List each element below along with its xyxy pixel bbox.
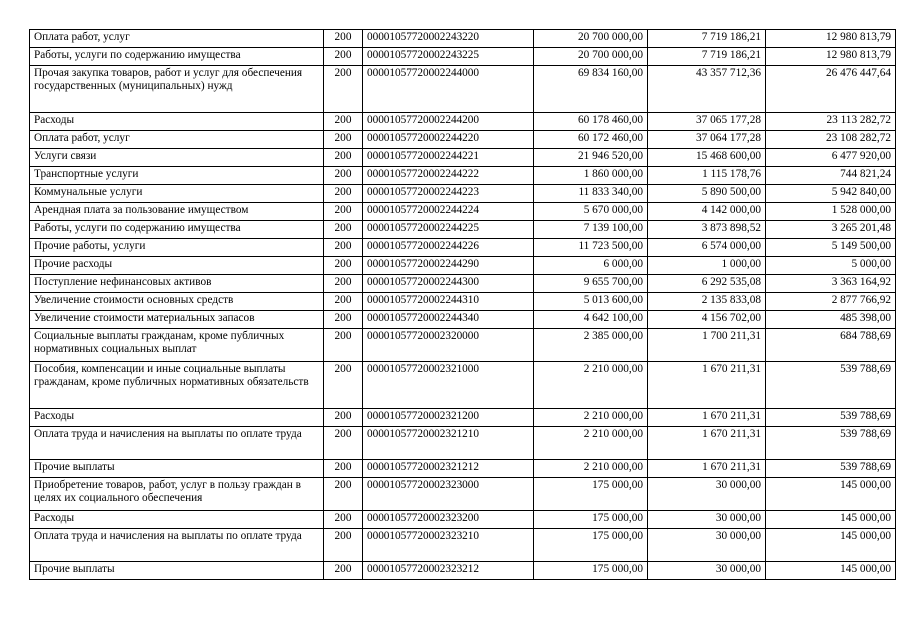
row-name: Прочие работы, услуги [30,239,324,257]
row-executed: 43 357 712,36 [648,66,766,113]
table-row [30,362,896,409]
row-approved: 4 642 100,00 [534,311,648,329]
row-approved: 9 655 700,00 [534,275,648,293]
row-executed: 30 000,00 [648,529,766,562]
row-executed: 30 000,00 [648,478,766,511]
row-approved: 2 385 000,00 [534,329,648,362]
row-remaining: 539 788,69 [766,427,896,460]
row-kbk: 00001057720002243220 [363,30,534,48]
table-row [30,529,896,562]
row-kbk: 00001057720002321212 [363,460,534,478]
row-approved: 2 210 000,00 [534,460,648,478]
row-remaining: 539 788,69 [766,362,896,409]
row-approved: 11 833 340,00 [534,185,648,203]
row-executed: 3 873 898,52 [648,221,766,239]
row-name: Коммунальные услуги [30,185,324,203]
table-row [30,113,896,131]
budget-execution-table [29,29,896,580]
table-row [30,48,896,66]
row-remaining: 145 000,00 [766,511,896,529]
row-remaining: 6 477 920,00 [766,149,896,167]
table-row [30,131,896,149]
row-kbk: 00001057720002244310 [363,293,534,311]
row-code: 200 [324,30,363,48]
row-kbk: 00001057720002321200 [363,409,534,427]
row-executed: 2 135 833,08 [648,293,766,311]
row-code: 200 [324,562,363,580]
row-kbk: 00001057720002244225 [363,221,534,239]
row-approved: 175 000,00 [534,478,648,511]
row-kbk: 00001057720002321210 [363,427,534,460]
row-name: Приобретение товаров, работ, услуг в пользу граждан в целях их социального обеспечения [30,478,324,511]
table-row [30,239,896,257]
row-approved: 1 860 000,00 [534,167,648,185]
row-code: 200 [324,66,363,113]
row-remaining: 684 788,69 [766,329,896,362]
row-code: 200 [324,409,363,427]
table-row [30,167,896,185]
row-kbk: 00001057720002244226 [363,239,534,257]
table-body [30,30,896,580]
table-row [30,185,896,203]
row-executed: 4 156 702,00 [648,311,766,329]
row-kbk: 00001057720002243225 [363,48,534,66]
row-kbk: 00001057720002321000 [363,362,534,409]
table-row [30,293,896,311]
row-name: Оплата труда и начисления на выплаты по оплате труда [30,529,324,562]
row-executed: 15 468 600,00 [648,149,766,167]
row-approved: 6 000,00 [534,257,648,275]
row-name: Увеличение стоимости основных средств [30,293,324,311]
row-approved: 175 000,00 [534,562,648,580]
row-code: 200 [324,362,363,409]
row-remaining: 5 942 840,00 [766,185,896,203]
row-executed: 1 670 211,31 [648,460,766,478]
row-code: 200 [324,113,363,131]
row-approved: 2 210 000,00 [534,362,648,409]
row-code: 200 [324,427,363,460]
row-approved: 2 210 000,00 [534,427,648,460]
table-row [30,460,896,478]
row-kbk: 00001057720002244300 [363,275,534,293]
row-name: Поступление нефинансовых активов [30,275,324,293]
row-approved: 175 000,00 [534,529,648,562]
row-executed: 5 890 500,00 [648,185,766,203]
row-name: Арендная плата за пользование имуществом [30,203,324,221]
row-code: 200 [324,149,363,167]
row-approved: 175 000,00 [534,511,648,529]
row-executed: 7 719 186,21 [648,48,766,66]
table-row [30,257,896,275]
row-remaining: 744 821,24 [766,167,896,185]
row-approved: 60 178 460,00 [534,113,648,131]
row-kbk: 00001057720002244340 [363,311,534,329]
row-approved: 11 723 500,00 [534,239,648,257]
row-name: Увеличение стоимости материальных запасов [30,311,324,329]
row-approved: 5 013 600,00 [534,293,648,311]
row-kbk: 00001057720002244000 [363,66,534,113]
row-remaining: 145 000,00 [766,478,896,511]
row-name: Работы, услуги по содержанию имущества [30,221,324,239]
row-code: 200 [324,275,363,293]
row-remaining: 539 788,69 [766,409,896,427]
row-executed: 1 000,00 [648,257,766,275]
row-approved: 7 139 100,00 [534,221,648,239]
table-row [30,311,896,329]
row-approved: 21 946 520,00 [534,149,648,167]
row-kbk: 00001057720002244224 [363,203,534,221]
row-name: Прочие выплаты [30,460,324,478]
row-name: Расходы [30,511,324,529]
table-row [30,149,896,167]
row-kbk: 00001057720002244200 [363,113,534,131]
row-name: Транспортные услуги [30,167,324,185]
row-remaining: 485 398,00 [766,311,896,329]
row-name: Оплата работ, услуг [30,131,324,149]
row-remaining: 2 877 766,92 [766,293,896,311]
row-name: Пособия, компенсации и иные социальные выплаты гражданам, кроме публичных нормативных обязательств [30,362,324,409]
row-code: 200 [324,185,363,203]
row-approved: 20 700 000,00 [534,48,648,66]
row-code: 200 [324,167,363,185]
row-name: Прочие расходы [30,257,324,275]
row-kbk: 00001057720002244223 [363,185,534,203]
row-name: Социальные выплаты гражданам, кроме публичных нормативных социальных выплат [30,329,324,362]
row-executed: 1 670 211,31 [648,427,766,460]
row-executed: 37 064 177,28 [648,131,766,149]
row-code: 200 [324,460,363,478]
table-row [30,66,896,113]
row-code: 200 [324,203,363,221]
row-code: 200 [324,311,363,329]
row-remaining: 23 108 282,72 [766,131,896,149]
row-executed: 1 115 178,76 [648,167,766,185]
row-remaining: 5 149 500,00 [766,239,896,257]
row-remaining: 3 265 201,48 [766,221,896,239]
row-code: 200 [324,329,363,362]
row-code: 200 [324,478,363,511]
table-row [30,275,896,293]
row-executed: 1 670 211,31 [648,409,766,427]
table-row [30,329,896,362]
row-name: Услуги связи [30,149,324,167]
row-kbk: 00001057720002320000 [363,329,534,362]
row-kbk: 00001057720002323200 [363,511,534,529]
row-remaining: 23 113 282,72 [766,113,896,131]
row-executed: 6 292 535,08 [648,275,766,293]
row-remaining: 539 788,69 [766,460,896,478]
table-row [30,427,896,460]
table-row [30,203,896,221]
row-code: 200 [324,221,363,239]
row-kbk: 00001057720002323000 [363,478,534,511]
row-executed: 30 000,00 [648,511,766,529]
row-remaining: 145 000,00 [766,562,896,580]
row-name: Расходы [30,409,324,427]
table-row [30,478,896,511]
row-kbk: 00001057720002323212 [363,562,534,580]
row-executed: 30 000,00 [648,562,766,580]
row-approved: 2 210 000,00 [534,409,648,427]
row-code: 200 [324,257,363,275]
row-executed: 4 142 000,00 [648,203,766,221]
table-row [30,30,896,48]
row-code: 200 [324,511,363,529]
row-kbk: 00001057720002244222 [363,167,534,185]
row-approved: 5 670 000,00 [534,203,648,221]
row-kbk: 00001057720002244220 [363,131,534,149]
row-remaining: 12 980 813,79 [766,30,896,48]
row-kbk: 00001057720002244290 [363,257,534,275]
row-name: Оплата труда и начисления на выплаты по оплате труда [30,427,324,460]
row-name: Прочая закупка товаров, работ и услуг для обеспечения государственных (муниципальных) нужд [30,66,324,113]
row-executed: 6 574 000,00 [648,239,766,257]
row-remaining: 3 363 164,92 [766,275,896,293]
table-row [30,562,896,580]
row-remaining: 5 000,00 [766,257,896,275]
row-name: Прочие выплаты [30,562,324,580]
row-remaining: 26 476 447,64 [766,66,896,113]
row-approved: 60 172 460,00 [534,131,648,149]
row-name: Работы, услуги по содержанию имущества [30,48,324,66]
row-approved: 69 834 160,00 [534,66,648,113]
row-executed: 1 670 211,31 [648,362,766,409]
row-kbk: 00001057720002244221 [363,149,534,167]
table-row [30,221,896,239]
row-remaining: 1 528 000,00 [766,203,896,221]
table-row [30,511,896,529]
row-code: 200 [324,529,363,562]
row-approved: 20 700 000,00 [534,30,648,48]
row-code: 200 [324,48,363,66]
row-code: 200 [324,131,363,149]
row-kbk: 00001057720002323210 [363,529,534,562]
row-code: 200 [324,239,363,257]
row-executed: 37 065 177,28 [648,113,766,131]
row-remaining: 145 000,00 [766,529,896,562]
row-remaining: 12 980 813,79 [766,48,896,66]
row-name: Оплата работ, услуг [30,30,324,48]
row-code: 200 [324,293,363,311]
row-executed: 1 700 211,31 [648,329,766,362]
row-name: Расходы [30,113,324,131]
table-row [30,409,896,427]
row-executed: 7 719 186,21 [648,30,766,48]
